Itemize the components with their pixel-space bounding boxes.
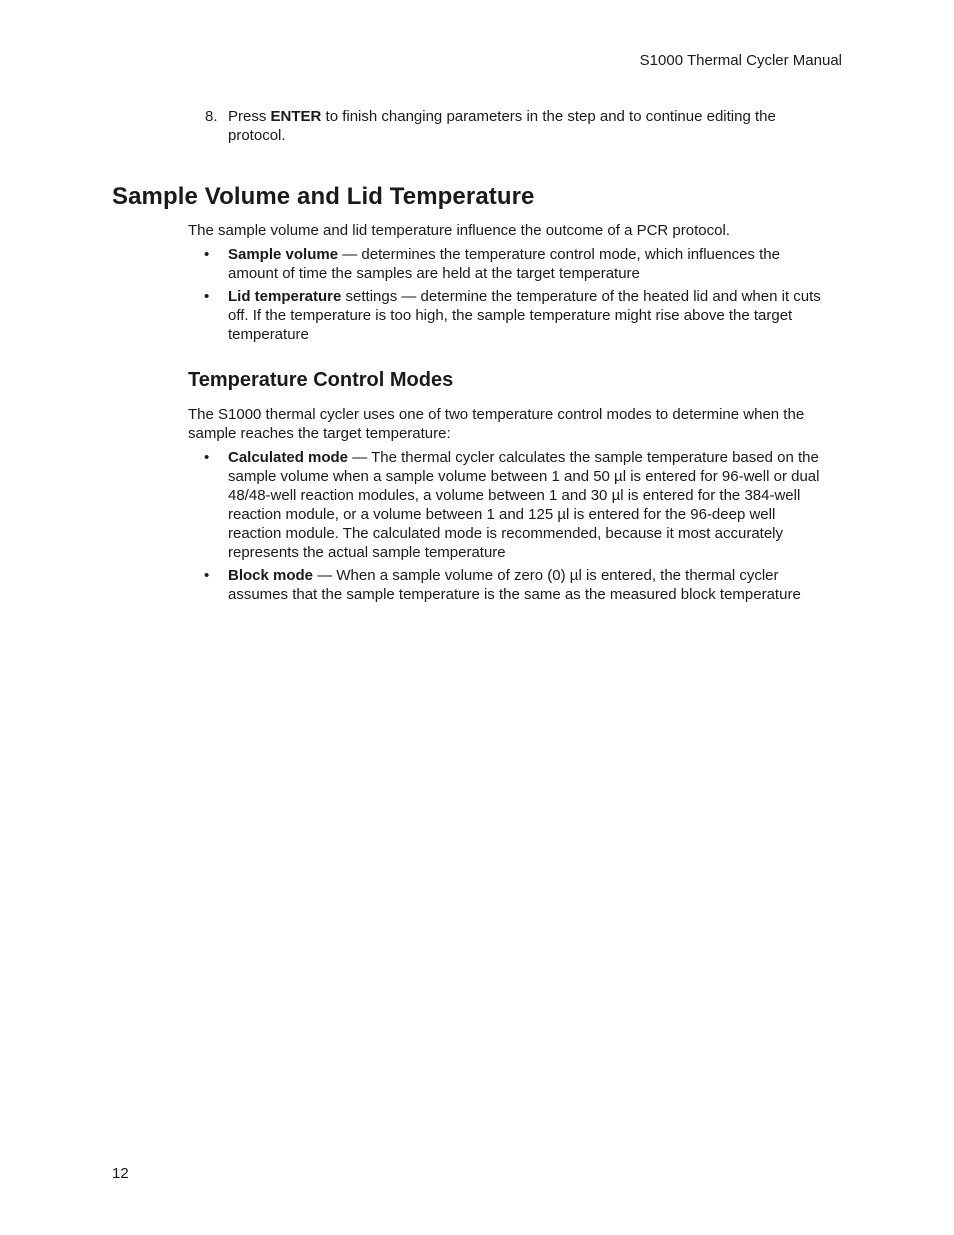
bullet-calculated-mode [188, 448, 828, 562]
step-text-post: to finish changing parameters in the step and to continue editing the protocol. [228, 108, 776, 144]
bullet-text: — The thermal cycler calculates the sample temperature based on the sample volume when a sample volume between 1 and 50 µl is entered for 96-well or dual 48/48-well reaction modules, a volume between 1 and 30 µl is entered for the 384-well reaction module, or a volume between 1 and 125 µl is entered for the 96-deep well reaction module. The calculated mode is recommended, because it most accurately represents the actual sample temperature [228, 449, 820, 561]
subsection-intro: The S1000 thermal cycler uses one of two temperature control modes to determine when the sample reaches the target temperature: [188, 406, 805, 442]
step-number: 8. [205, 108, 218, 125]
bullet-sample-volume [188, 245, 828, 283]
step-text [228, 107, 815, 145]
enter-key-label: ENTER [270, 108, 322, 125]
page-number: 12 [112, 1165, 129, 1182]
bullet-block-mode [188, 566, 828, 604]
bullet-lid-temperature [188, 287, 828, 344]
section-title: Sample Volume and Lid Temperature [112, 183, 535, 210]
bullet-term: Sample volume [228, 246, 339, 263]
bullet-dot: • [204, 567, 210, 584]
bullet-text: settings — determine the temperature of the heated lid and when it cuts off. If the temperature is too high, the sample temperature might rise above the target temperature [228, 288, 821, 343]
bullet-term: Calculated mode [228, 449, 349, 466]
bullet-term: Lid temperature [228, 288, 342, 305]
step-8 [205, 107, 815, 145]
section-intro: The sample volume and lid temperature influence the outcome of a PCR protocol. [188, 222, 730, 239]
bullet-dot: • [204, 288, 210, 305]
running-header: S1000 Thermal Cycler Manual [639, 52, 842, 69]
subsection-bullet-list [188, 448, 828, 608]
bullet-dot: • [204, 449, 210, 466]
bullet-text: — determines the temperature control mode, which influences the amount of time the samples are held at the target temperature [228, 246, 780, 282]
subsection-title: Temperature Control Modes [188, 369, 454, 391]
bullet-dot: • [204, 246, 210, 263]
step-text-pre: Press [228, 108, 271, 125]
bullet-term: Block mode [228, 567, 314, 584]
section-bullet-list [188, 245, 828, 348]
bullet-text: — When a sample volume of zero (0) µl is entered, the thermal cycler assumes that the sample temperature is the same as the measured block temperature [228, 567, 801, 603]
